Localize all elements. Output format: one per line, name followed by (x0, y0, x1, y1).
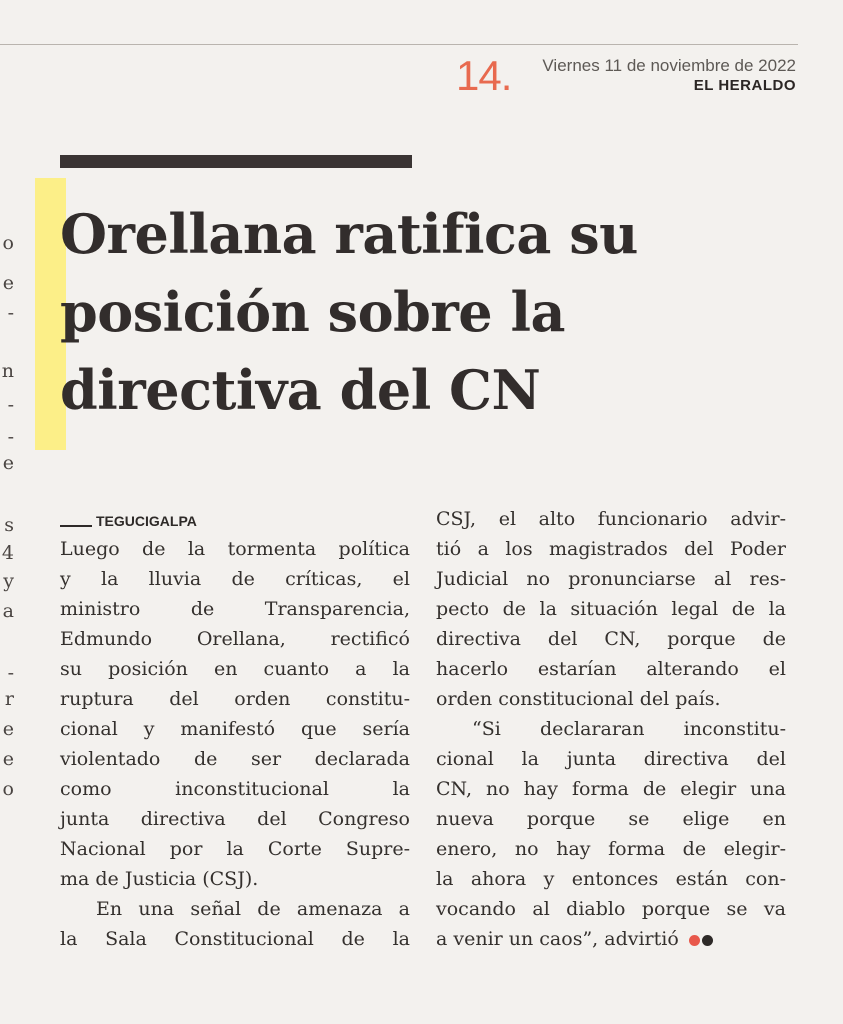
body-line: orden constitucional del país. (436, 688, 721, 710)
margin-fragment: - (7, 426, 14, 448)
body-line: violentado de ser declarada (60, 748, 410, 770)
body-line: Judicial no pronunciarse al res- (436, 568, 786, 590)
body-line: pecto de la situación legal de la (436, 598, 786, 620)
body-line: ma de Justicia (CSJ). (60, 868, 259, 890)
body-line: nueva porque se elige en (436, 808, 786, 830)
continuation-dot-dark (702, 935, 713, 946)
body-line: la ahora y entonces están con- (436, 868, 786, 890)
body-line: vocando al diablo porque se va (436, 898, 786, 920)
margin-fragment: a (2, 600, 14, 622)
margin-fragment: e (2, 452, 14, 474)
margin-fragment: r (4, 688, 14, 710)
body-line: cional la junta directiva del (436, 748, 786, 770)
margin-fragment: e (2, 718, 14, 740)
dateline (60, 513, 197, 529)
body-line: la Sala Constitucional de la (60, 928, 410, 950)
newspaper-name: EL HERALDO (693, 77, 796, 94)
margin-fragment: - (7, 662, 14, 684)
body-line: CN, no hay forma de elegir una (436, 778, 786, 800)
article-column-2 (436, 504, 786, 954)
body-line: directiva del CN, porque de (436, 628, 786, 650)
margin-fragment: 4 (1, 542, 14, 564)
publication-date: Viernes 11 de noviembre de 2022 (542, 56, 796, 75)
margin-fragment: e (2, 272, 14, 294)
body-line: ministro de Transparencia, (60, 598, 410, 620)
article-column-1 (60, 534, 410, 954)
headline-line: posición sobre la (60, 280, 565, 344)
body-line: enero, no hay forma de elegir- (436, 838, 786, 860)
margin-fragment: n (1, 360, 14, 382)
top-rule (0, 44, 798, 45)
headline-line: Orellana ratifica su (60, 202, 638, 266)
body-line: cional y manifestó que sería (60, 718, 410, 740)
body-line: su posición en cuanto a la (60, 658, 410, 680)
body-line: “Si declararan inconstitu- (472, 718, 786, 740)
body-line: CSJ, el alto funcionario advir- (436, 508, 786, 530)
body-line-last (436, 924, 786, 954)
body-line: Edmundo Orellana, rectificó (60, 628, 410, 650)
headline-bar (60, 155, 412, 168)
body-line: ruptura del orden constitu- (60, 688, 410, 710)
body-line-text: a venir un caos”, advirtió (436, 928, 679, 950)
margin-fragment: e (2, 748, 14, 770)
margin-fragment: - (7, 302, 14, 324)
margin-fragment: s (4, 514, 14, 536)
continuation-dot-red (689, 935, 700, 946)
page-number: 14. (456, 52, 512, 99)
margin-fragment: o (2, 232, 14, 254)
body-line: y la lluvia de críticas, el (60, 568, 410, 590)
body-line: Nacional por la Corte Supre- (60, 838, 410, 860)
body-line: hacerlo estarían alterando el (436, 658, 786, 680)
headline (60, 195, 820, 429)
body-line: Luego de la tormenta política (60, 538, 410, 560)
margin-fragment: o (2, 778, 14, 800)
headline-line: directiva del CN (60, 358, 541, 422)
body-line: junta directiva del Congreso (60, 808, 410, 830)
dateline-text: TEGUCIGALPA (96, 513, 197, 529)
margin-fragment: y (3, 570, 14, 592)
margin-fragment: - (7, 394, 14, 416)
body-line: En una señal de amenaza a (96, 898, 410, 920)
dateline-rule (60, 525, 92, 527)
body-line: como inconstitucional la (60, 778, 410, 800)
body-line: tió a los magistrados del Poder (436, 538, 786, 560)
